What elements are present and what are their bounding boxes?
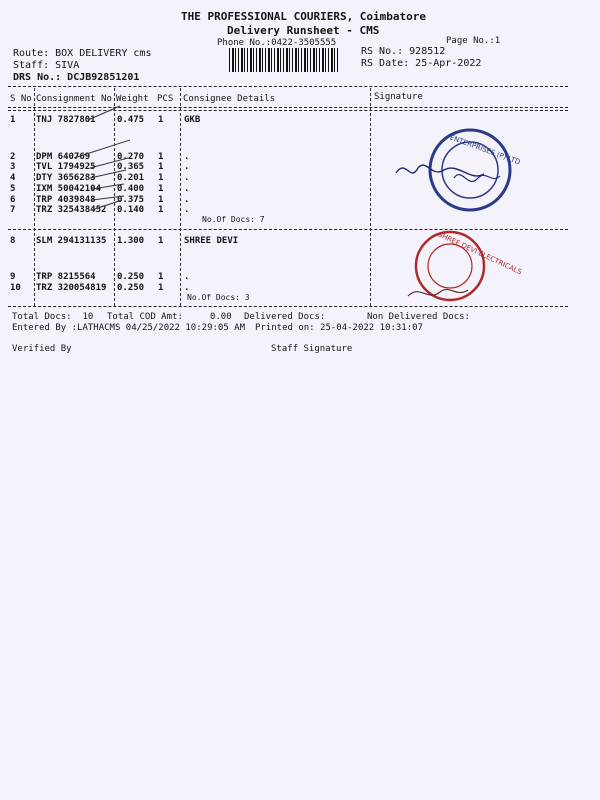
row-sno: 7 <box>10 205 16 215</box>
row-consignment: TVL 1794925 <box>36 162 96 172</box>
row-consignment: TRP 8215564 <box>36 272 96 282</box>
row-consignment: DTY 3656283 <box>36 173 96 183</box>
printed-on: Printed on: 25-04-2022 10:31:07 <box>255 323 423 333</box>
row-sno: 1 <box>10 115 16 125</box>
col-header-sno: S No <box>10 94 32 104</box>
row-consignment: SLM 294131135 <box>36 236 107 246</box>
customer-stamp <box>398 226 523 306</box>
row-details: . <box>184 184 190 194</box>
row-pcs: 1 <box>158 162 164 172</box>
row-weight: 0.250 <box>117 272 145 282</box>
col-header-consignment: Consignment No <box>36 94 112 104</box>
row-sno: 6 <box>10 195 16 205</box>
row-details: SHREE DEVI <box>184 236 239 246</box>
row-weight: 0.365 <box>117 162 145 172</box>
stamp-text: ENTERPRISES (P) LTD <box>448 133 522 167</box>
col-header-signature: Signature <box>374 92 423 102</box>
row-pcs: 1 <box>158 115 164 125</box>
company-name: THE PROFESSIONAL COURIERS, Coimbatore <box>181 10 427 23</box>
page-number: Page No.:1 <box>446 36 501 46</box>
row-pcs: 1 <box>158 152 164 162</box>
rs-date: RS Date: 25-Apr-2022 <box>361 58 482 69</box>
row-sno: 5 <box>10 184 16 194</box>
company-stamp <box>388 118 522 223</box>
col-divider-4 <box>370 88 371 306</box>
row-details: . <box>184 205 190 215</box>
docs-count-group1: No.Of Docs: 7 <box>202 215 265 224</box>
row-weight: 0.201 <box>117 173 145 183</box>
row-sno: 2 <box>10 152 16 162</box>
row-consignment: DPM 640769 <box>36 152 91 162</box>
total-cod: Total COD Amt: 0.00 <box>107 312 232 322</box>
barcode <box>229 48 339 72</box>
row-pcs: 1 <box>158 173 164 183</box>
row-sno: 8 <box>10 236 16 246</box>
route: Route: BOX DELIVERY cms <box>13 48 152 59</box>
staff: Staff: SIVA <box>13 60 80 71</box>
total-docs: Total Docs: 10 <box>12 312 94 322</box>
row-consignment: TRZ 325438452 <box>36 205 107 215</box>
delivered-docs: Delivered Docs: <box>244 312 326 322</box>
row-sno: 9 <box>10 272 16 282</box>
document-title: Delivery Runsheet - CMS <box>227 24 380 37</box>
row-pcs: 1 <box>158 272 164 282</box>
row-weight: 1.300 <box>117 236 145 246</box>
row-weight: 0.270 <box>117 152 145 162</box>
col-header-weight: Weight <box>116 94 149 104</box>
row-details: . <box>184 173 190 183</box>
table-top-border <box>8 86 568 87</box>
row-details: . <box>184 195 190 205</box>
row-details: GKB <box>184 115 201 125</box>
row-sno: 4 <box>10 173 16 183</box>
row-consignment: TNJ 7827801 <box>36 115 96 125</box>
row-weight: 0.400 <box>117 184 145 194</box>
row-pcs: 1 <box>158 205 164 215</box>
tick-marks <box>30 100 180 225</box>
row-weight: 0.250 <box>117 283 145 293</box>
verified-by: Verified By <box>12 344 72 354</box>
phone-number: Phone No.:0422-3505555 <box>217 38 337 48</box>
row-details: . <box>184 162 190 172</box>
row-consignment: TRP 4039848 <box>36 195 96 205</box>
col-header-details: Consignee Details <box>183 94 276 104</box>
row-pcs: 1 <box>158 184 164 194</box>
row-weight: 0.140 <box>117 205 145 215</box>
row-pcs: 1 <box>158 195 164 205</box>
row-consignment: IXM 50042104 <box>36 184 102 194</box>
row-details: . <box>184 283 190 293</box>
row-sno: 3 <box>10 162 16 172</box>
row-sno: 10 <box>10 283 21 293</box>
docs-count-group2: No.Of Docs: 3 <box>187 293 250 302</box>
col-divider-3 <box>180 88 181 306</box>
stamp-text: SHREE DEVI ELECTRICALS <box>436 230 523 277</box>
staff-signature: Staff Signature <box>271 344 353 354</box>
row-consignment: TRZ 320054819 <box>36 283 107 293</box>
row-pcs: 1 <box>158 283 164 293</box>
row-weight: 0.375 <box>117 195 145 205</box>
row-details: . <box>184 152 190 162</box>
col-header-pcs: PCS <box>157 94 174 104</box>
table-bottom-border <box>8 306 568 307</box>
row-details: . <box>184 272 190 282</box>
non-delivered-docs: Non Delivered Docs: <box>367 312 470 322</box>
row-pcs: 1 <box>158 236 164 246</box>
entered-by: Entered By :LATHACMS 04/25/2022 10:29:05 AM <box>12 323 245 333</box>
row-weight: 0.475 <box>117 115 145 125</box>
rs-number: RS No.: 928512 <box>361 46 446 57</box>
drs-number: DRS No.: DCJB92851201 <box>13 72 140 83</box>
